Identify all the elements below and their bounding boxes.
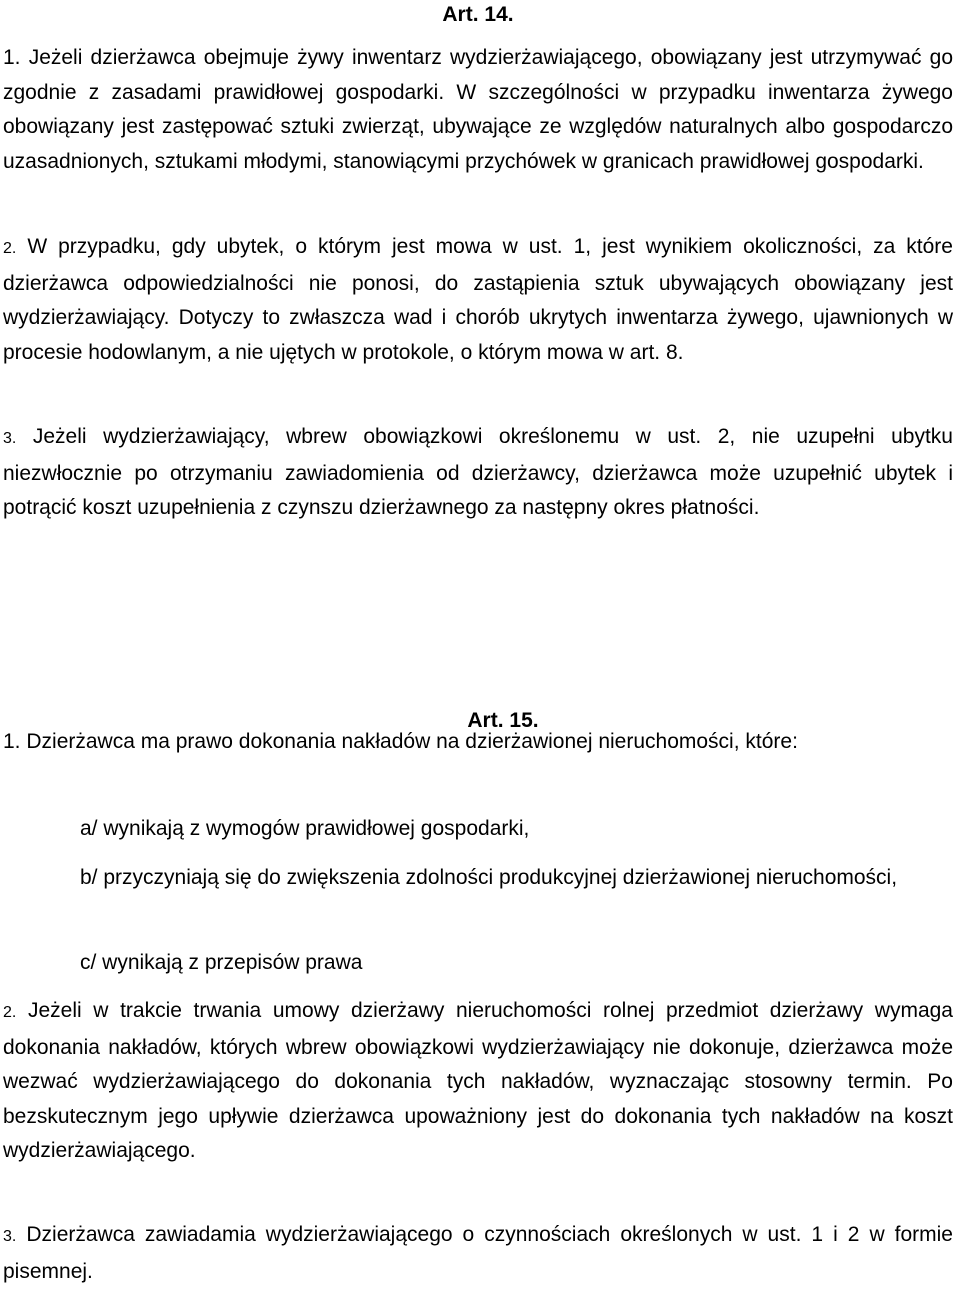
paragraph-number: 3. [3,430,17,447]
article-14-paragraph-3 [3,420,953,526]
paragraph-number: 2. [3,1004,17,1021]
list-item-b: b/ przyczyniają się do zwiększenia zdolności produkcyjnej dzierżawionej nieruchomości, [80,866,898,889]
paragraph-number: 3. [3,1228,17,1245]
article-14-paragraph-2 [3,230,953,370]
paragraph-number: 1. [3,46,21,69]
article-14-heading: Art. 14. [442,3,514,26]
paragraph-text: W przypadku, gdy ubytek, o którym jest mowa w ust. 1, jest wynikiem okoliczności, za które dzierżawca odpowiedzialności nie ponosi, do zastąpienia sztuk ubywających obowiązany jest wydzierżawiający. Dotyczy to zwłaszcza wad i chorób ukrytych inwentarza żywego, ujawnionych w procesie hodowlanym, a nie ujętych w protokole, o którym mowa w art. 8. [3,235,953,364]
article-15-paragraph-3 [3,1218,953,1289]
list-item-a: a/ wynikają z wymogów prawidłowej gospodarki, [80,817,530,840]
paragraph-text: Dzierżawca ma prawo dokonania nakładów na dzierżawionej nieruchomości, które: [26,730,798,753]
paragraph-number: 1. [3,730,21,753]
paragraph-number: 2. [3,240,17,257]
list-item-c: c/ wynikają z przepisów prawa [80,951,363,974]
article-14-paragraph-1 [3,41,953,179]
article-15-heading: Art. 15. [467,709,539,732]
paragraph-text: Dzierżawca zawiadamia wydzierżawiającego o czynnościach określonych w ust. 1 i 2 w formie pisemnej. [3,1223,953,1283]
paragraph-text: Jeżeli dzierżawca obejmuje żywy inwentarz wydzierżawiającego, obowiązany jest utrzymywać go zgodnie z zasadami prawidłowej gospodarki. W szczególności w przypadku inwentarza żywego obowiązany jest zastępować sztuki zwierząt, ubywające ze względów naturalnych albo gospodarczo uzasadnionych, sztukami młodymi, stanowiącymi przychówek w granicach prawidłowej gospodarki. [3,46,953,173]
paragraph-text: Jeżeli wydzierżawiający, wbrew obowiązkowi określonemu w ust. 2, nie uzupełni ubytku niezwłocznie po otrzymaniu zawiadomienia od dzierżawcy, dzierżawca może uzupełnić ubytek i potrącić koszt uzupełnienia z czynszu dzierżawnego za następny okres płatności. [3,425,953,520]
article-15-paragraph-1 [3,725,953,760]
paragraph-text: Jeżeli w trakcie trwania umowy dzierżawy nieruchomości rolnej przedmiot dzierżawy wymaga dokonania nakładów, których wbrew obowiązkowi wydzierżawiający nie dokonuje, dzierżawca może wezwać wydzierżawiającego do dokonania tych nakładów, wyznaczając stosowny termin. Po bezskutecznym jego upływie dzierżawca upoważniony jest do dokonania tych nakładów na koszt wydzierżawiającego. [3,999,953,1163]
article-15-paragraph-2 [3,994,953,1169]
